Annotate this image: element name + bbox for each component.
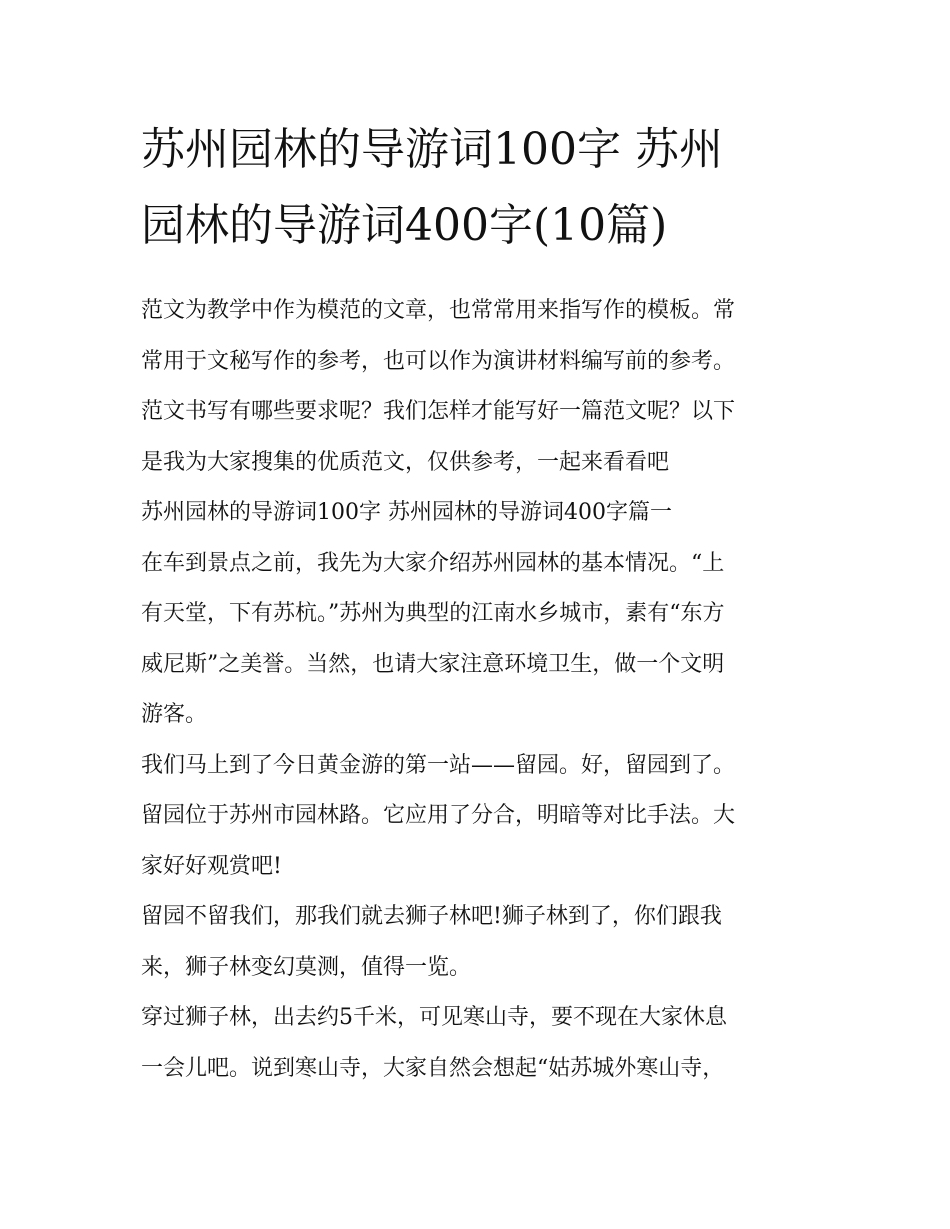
body-line: 留园位于苏州市园林路。它应用了分合，明暗等对比手法。大: [141, 803, 736, 828]
body-line: 一会儿吧。说到寒山寺，大家自然会想起“姑苏城外寒山寺，: [141, 1055, 725, 1081]
body-line: 游客。: [141, 702, 208, 727]
body-line: 范文书写有哪些要求呢？我们怎样才能写好一篇范文呢？以下: [141, 399, 736, 424]
body-line: 我们马上到了今日黄金游的第一站——留园。好，留园到了。: [141, 752, 736, 778]
body-line: 是我为大家搜集的优质范文，仅供参考，一起来看看吧: [141, 449, 670, 475]
title-line: 园林的导游词400字(10篇): [141, 200, 668, 251]
body-line: 威尼斯”之美誉。当然，也请大家注意环境卫生，做一个文明: [141, 651, 725, 677]
document-title: [141, 112, 813, 264]
body-line: 常用于文秘写作的参考，也可以作为演讲材料编写前的参考。: [141, 348, 736, 374]
body-line: 家好好观赏吧!: [141, 853, 282, 879]
title-line: 苏州园林的导游词100字 苏州: [141, 124, 723, 175]
body-line: 有天堂，下有苏杭。”苏州为典型的江南水乡城市，素有“东方: [141, 601, 725, 626]
body-line: 留园不留我们，那我们就去狮子林吧!狮子林到了，你们跟我: [141, 904, 722, 929]
section-heading: 苏州园林的导游词100字 苏州园林的导游词400字篇一: [141, 500, 672, 525]
body-line: 来，狮子林变幻莫测，值得一览。: [141, 954, 472, 980]
document-page: [141, 112, 813, 1094]
body-line: 在车到景点之前，我先为大家介绍苏州园林的基本情况。“上: [141, 550, 725, 576]
body-line: 穿过狮子林，出去约5千米，可见寒山寺，要不现在大家休息: [141, 1005, 727, 1030]
document-body: [141, 286, 813, 1094]
body-line: 范文为教学中作为模范的文章，也常常用来指写作的模板。常: [141, 298, 736, 323]
